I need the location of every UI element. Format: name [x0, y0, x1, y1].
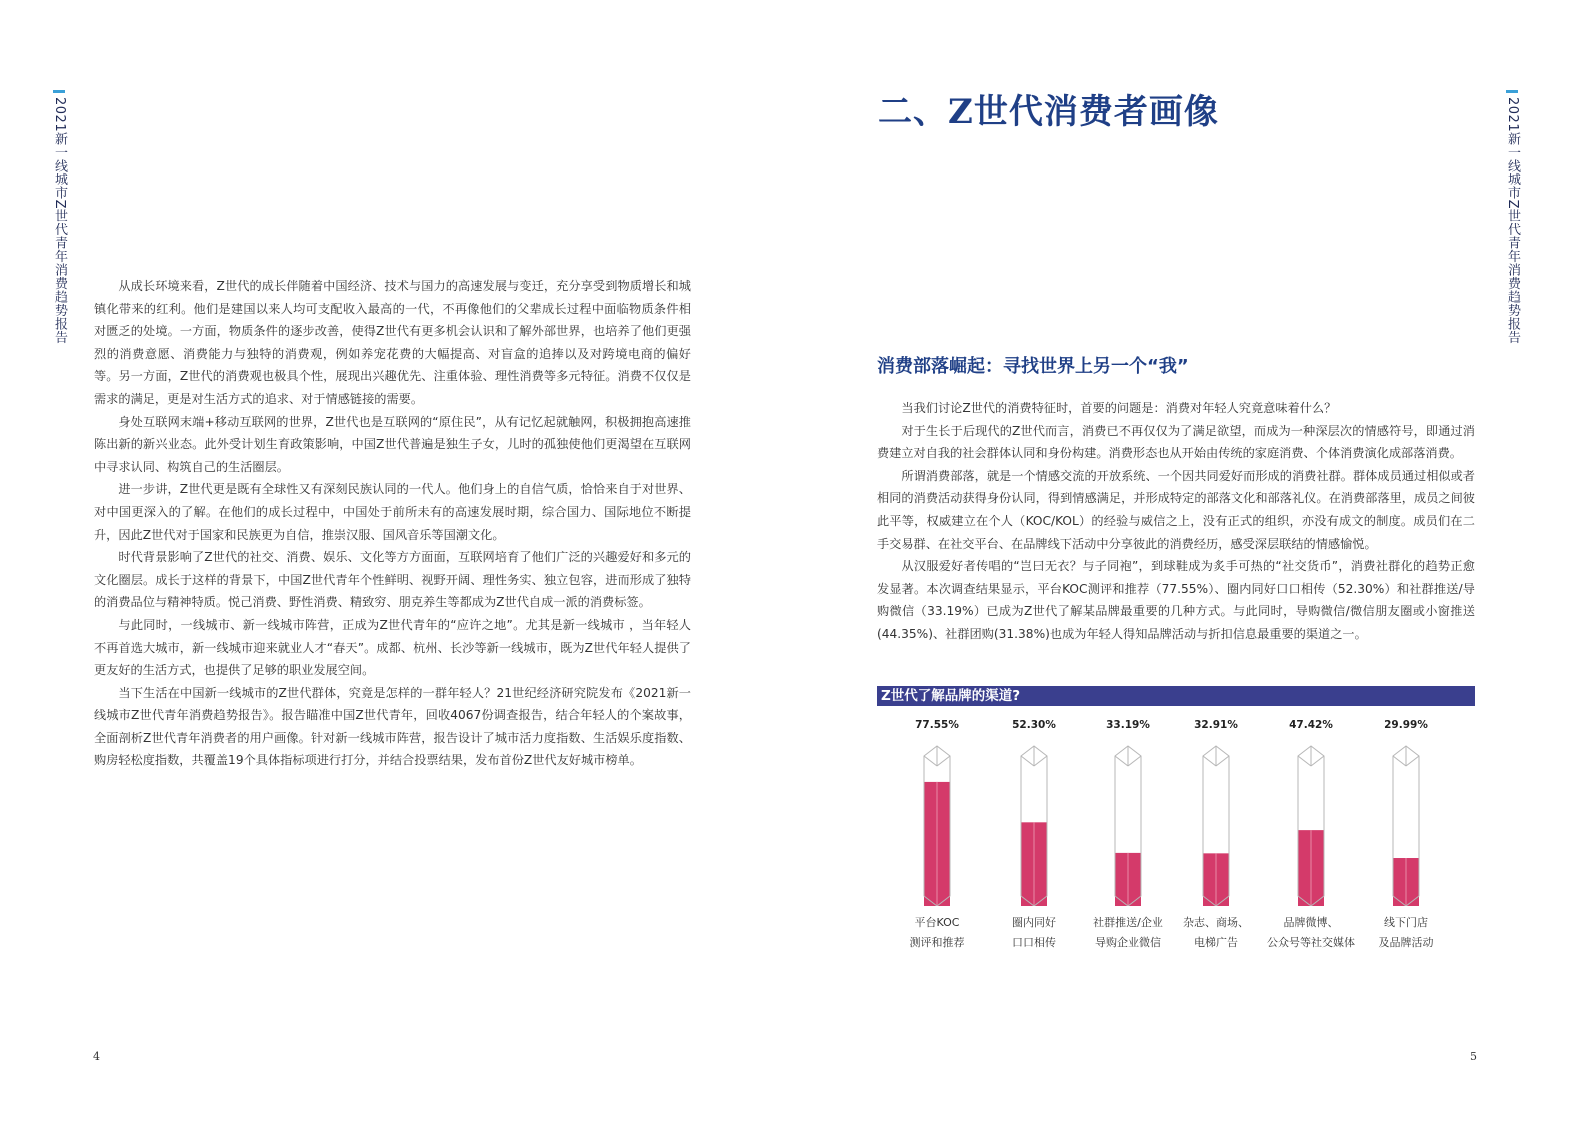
tube-edge: [1406, 756, 1419, 766]
value-label: 32.91%: [1194, 719, 1238, 731]
value-label: 47.42%: [1289, 719, 1333, 731]
side-title-accent: [53, 90, 65, 93]
tube-edge: [1298, 756, 1311, 766]
tube-edge: [937, 756, 950, 766]
tube-edge: [1393, 756, 1406, 766]
right-page: [794, 0, 1587, 1123]
paragraph: 身处互联网末端+移动互联网的世界，Z世代也是互联网的“原住民”，从有记忆起就触网，积极拥抱高速推陈出新的新兴业态。此外受计划生育政策影响，中国Z世代普遍是独生子女，儿时的孤独使他们更渴望在互联网中寻求认同、构筑自己的生活圈层。: [94, 414, 691, 474]
paragraph: 当我们讨论Z世代的消费特征时，首要的问题是：消费对年轻人究竟意味着什么？: [901, 401, 1337, 415]
category-label-line: 线下门店: [1384, 916, 1428, 929]
channel-chart: [877, 706, 1475, 906]
section-heading: 二、Z世代消费者画像: [878, 92, 1219, 132]
category-label-line: 社群推送/企业: [1093, 916, 1163, 929]
chart-title: Z世代了解品牌的渠道?: [877, 686, 1475, 706]
side-title-accent: [1506, 90, 1518, 93]
category-label-line: 电梯广告: [1194, 936, 1238, 949]
category-label: [882, 913, 992, 953]
paragraph: 进一步讲，Z世代更是既有全球性又有深刻民族认同的一代人。他们身上的自信气质，恰恰来自于对世界、对中国更深入的了解。在他们的成长过程中，中国处于前所未有的高速发展时期，综合国力、国际地位不断提升，因此Z世代对于国家和民族更为自信，推崇汉服、国风音乐等国潮文化。: [94, 482, 691, 542]
category-label-line: 测评和推荐: [909, 936, 965, 949]
category-label: [1161, 913, 1271, 953]
side-title-right: [1505, 90, 1519, 344]
paragraph: 与此同时，一线城市、新一线城市阵营，正成为Z世代青年的“应许之地”。尤其是新一线城市 ，当年轻人不再首选大城市，新一线城市迎来就业人才“春天”。成都、杭州、长沙等新一线城市，既为Z世代年轻人提供了更友好的生活方式，也提供了足够的职业发展空间。: [94, 617, 691, 678]
paragraph: 从成长环境来看，Z世代的成长伴随着中国经济、技术与国力的高速发展与变迁，充分享受到物质增长和城镇化带来的红利。他们是建国以来人均可支配收入最高的一代，不再像他们的父辈成长过程中面临物质条件相对匮乏的处境。一方面，物质条件的逐步改善，使得Z世代有更多机会认识和了解外部世界，也培养了他们更强烈的消费意愿、消费能力与独特的消费观，例如养宠花费的大幅提高、对盲盒的追捧以及对跨境电商的偏好等。另一方面，Z世代的消费观也极具个性，展现出兴趣优先、注重体验、理性消费等多元特征。消费不仅仅是需求的满足，更是对生活方式的追求、对于情感链接的需要。: [94, 279, 691, 406]
paragraph: 当下生活在中国新一线城市的Z世代群体，究竟是怎样的一群年轻人？21世纪经济研究院发布《2021新一线城市Z世代青年消费趋势报告》。报告瞄准中国Z世代青年，回收4067份调查报告，结合年轻人的个案故事，全面剖析Z世代青年消费者的用户画像。针对新一线城市阵营，报告设计了城市活力度指数、生活娱乐度指数、购房轻松度指数，共覆盖19个具体指标项进行打分，并结合投票结果，发布首份Z世代友好城市榜单。: [94, 685, 691, 768]
category-label-line: 公众号等社交媒体: [1267, 936, 1355, 949]
category-label-line: 平台KOC: [914, 916, 960, 929]
category-label-line: 导购企业微信: [1095, 936, 1161, 949]
category-label-line: 圈内同好: [1012, 916, 1056, 929]
paragraph: 所谓消费部落，就是一个情感交流的开放系统、一个因共同爱好而形成的消费社群。群体成员通过相似或者相同的消费活动获得身份认同，得到情感满足，并形成特定的部落文化和部落礼仪。在消费部落里，成员之间彼此平等，权威建立在个人（KOC/KOL）的经验与威信之上，没有正式的组织，亦没有成文的制度。成员们在二手交易群、在社交平台、在品牌线下活动中分享彼此的消费经历，感受深层联结的情感愉悦。: [877, 468, 1475, 551]
tube-edge: [924, 756, 937, 766]
tube-edge: [1128, 756, 1141, 766]
value-label: 29.99%: [1384, 719, 1428, 731]
value-label: 77.55%: [915, 719, 959, 731]
right-body-text: [877, 397, 1475, 646]
tube-edge: [1216, 756, 1229, 766]
category-label-line: 及品牌活动: [1378, 936, 1434, 949]
tube-edge: [1311, 756, 1324, 766]
paragraph: 从汉服爱好者传唱的“岂曰无衣？与子同袍”，到球鞋成为炙手可热的“社交货币”，消费社群化的趋势正愈发显著。本次调查结果显示，平台KOC测评和推荐（77.55%）、圈内同好口口相传（52.30%）和社群推送/导购微信（33.19%）已成为Z世代了解某品牌最重要的几种方式。与此同时，导购微信/微信朋友圈或小窗推送(44.35%)、社群团购(31.38%)也成为年轻人得知品牌活动与折扣信息最重要的渠道之一。: [877, 559, 1475, 641]
page-number: 5: [1470, 1050, 1477, 1063]
left-page: [0, 0, 793, 1123]
tube-edge: [1034, 756, 1047, 766]
category-label-line: 口口相传: [1012, 936, 1056, 949]
category-label: [1351, 913, 1461, 953]
side-title-left: [52, 90, 66, 344]
value-label: 52.30%: [1012, 719, 1056, 731]
tube-edge: [1203, 756, 1216, 766]
category-label-line: 品牌微博、: [1283, 916, 1339, 929]
side-title-text: 2021新一线城市Z世代青年消费趋势报告: [52, 97, 67, 344]
left-body-text: [94, 275, 691, 772]
category-label-line: 杂志、商场、: [1183, 916, 1249, 929]
category-label: [1256, 913, 1366, 953]
paragraph: 对于生长于后现代的Z世代而言，消费已不再仅仅为了满足欲望，而成为一种深层次的情感符号，即通过消费建立对自我的社会群体认同和身份构建。消费形态也从开始由传统的家庭消费、个体消费演化成部落消费。: [877, 423, 1475, 461]
value-label: 33.19%: [1106, 719, 1150, 731]
side-title-text: 2021新一线城市Z世代青年消费趋势报告: [1505, 97, 1520, 344]
page-number: 4: [93, 1050, 100, 1063]
subsection-heading: 消费部落崛起：寻找世界上另一个“我”: [877, 356, 1189, 377]
tube-edge: [1115, 756, 1128, 766]
tube-edge: [1021, 756, 1034, 766]
paragraph: 时代背景影响了Z世代的社交、消费、娱乐、文化等方方面面，互联网培育了他们广泛的兴趣爱好和多元的文化圈层。成长于这样的背景下，中国Z世代青年个性鲜明、视野开阔、理性务实、独立包容，进而形成了独特的消费品位与精神特质。悦己消费、野性消费、精致穷、朋克养生等都成为Z世代自成一派的消费标签。: [94, 550, 691, 610]
